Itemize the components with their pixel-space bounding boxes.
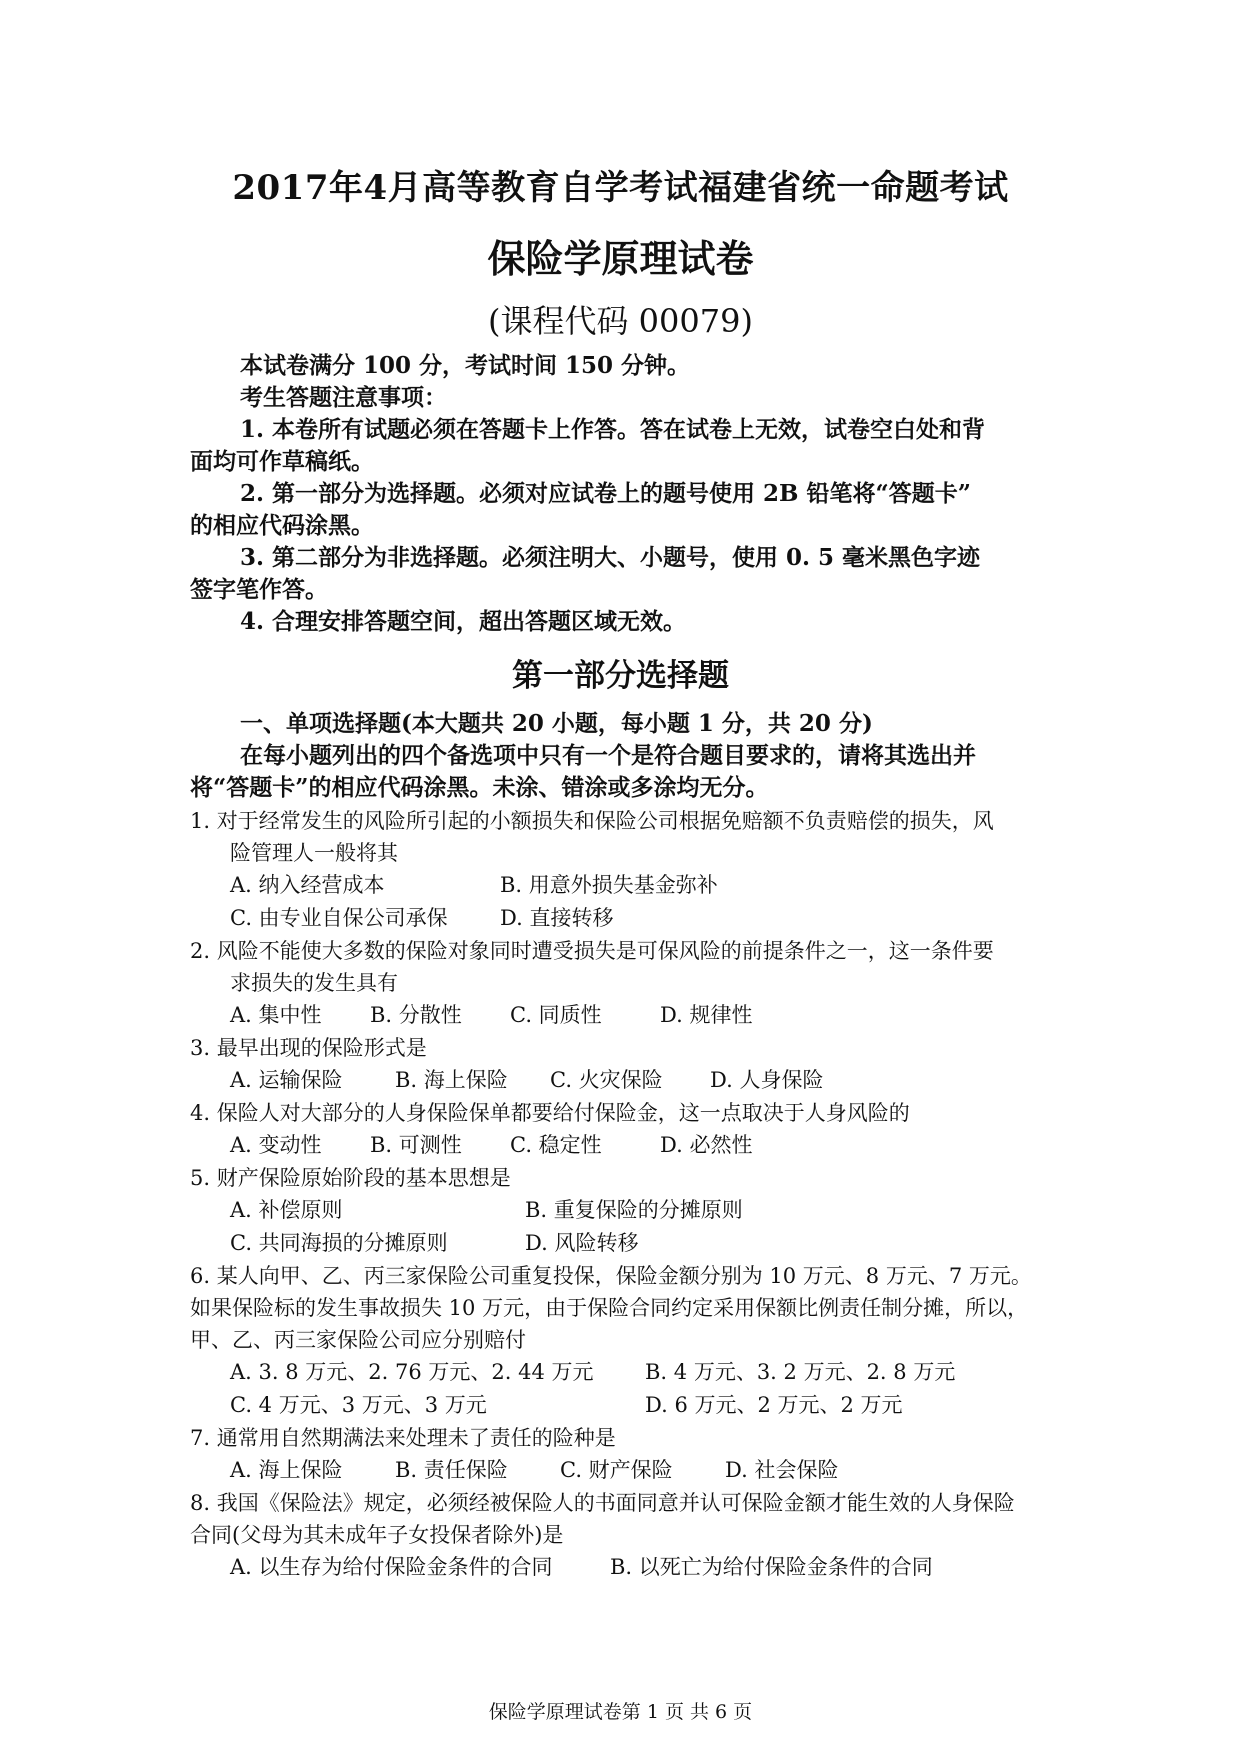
question <box>190 1032 1070 1097</box>
question <box>190 1422 1070 1487</box>
note-1-line-2: 面均可作草稿纸。 <box>190 448 374 475</box>
option-c: C. 稳定性 <box>510 1133 602 1157</box>
option-b: B. 重复保险的分摊原则 <box>525 1198 743 1222</box>
option-b: B. 分散性 <box>370 1003 462 1027</box>
question-text: 如果保险标的发生事故损失 10 万元，由于保险合同约定采用保额比例责任制分摊，所以， <box>190 1296 1029 1320</box>
option-c: C. 4 万元、3 万元、3 万元 <box>230 1393 487 1417</box>
question-text: 4. 保险人对大部分的人身保险保单都要给付保险金，这一点取决于人身风险的 <box>190 1101 910 1125</box>
option-a: A. 运输保险 <box>230 1068 343 1092</box>
course-code: (课程代码 00079) <box>488 302 753 340</box>
option-b: B. 责任保险 <box>395 1458 508 1482</box>
question-list <box>190 805 1070 1584</box>
note-3-line-1: 3. 第二部分为非选择题。必须注明大、小题号，使用 0. 5 毫米黑色字迹 <box>240 544 981 571</box>
note-2-line-1: 2. 第一部分为选择题。必须对应试卷上的题号使用 2B 铅笔将“答题卡” <box>240 480 971 507</box>
option-b: B. 海上保险 <box>395 1068 508 1092</box>
option-a: A. 海上保险 <box>230 1458 343 1482</box>
question-text: 8. 我国《保险法》规定，必须经被保险人的书面同意并认可保险金额才能生效的人身保险 <box>190 1491 1015 1515</box>
option-row <box>190 999 1070 1032</box>
option-b: B. 可测性 <box>370 1133 462 1157</box>
option-c: C. 财产保险 <box>560 1458 673 1482</box>
question-text: 求损失的发生具有 <box>230 971 398 995</box>
option-row <box>190 1064 1070 1097</box>
question-text: 甲、乙、丙三家保险公司应分别赔付 <box>190 1328 526 1352</box>
option-a: A. 变动性 <box>230 1133 322 1157</box>
question-text: 6. 某人向甲、乙、丙三家保险公司重复投保，保险金额分别为 10 万元、8 万元、7 万元。 <box>190 1264 1032 1288</box>
option-row <box>190 1389 1070 1422</box>
option-d: D. 直接转移 <box>500 906 614 930</box>
option-d: D. 规律性 <box>660 1003 753 1027</box>
question-text: 1. 对于经常发生的风险所引起的小额损失和保险公司根据免赔额不负责赔偿的损失，风 <box>190 809 994 833</box>
option-c: C. 火灾保险 <box>550 1068 663 1092</box>
option-a: A. 集中性 <box>230 1003 322 1027</box>
page-footer: 保险学原理试卷第 1 页 共 6 页 <box>488 1701 753 1723</box>
option-d: D. 6 万元、2 万元、2 万元 <box>645 1393 903 1417</box>
note-4: 4. 合理安排答题空间，超出答题区域无效。 <box>240 608 687 635</box>
option-row <box>190 1129 1070 1162</box>
option-d: D. 风险转移 <box>525 1231 639 1255</box>
question <box>190 935 1070 1032</box>
option-c: C. 由专业自保公司承保 <box>230 906 448 930</box>
subject-title: 保险学原理试卷 <box>487 236 754 281</box>
option-c: C. 共同海损的分摊原则 <box>230 1231 448 1255</box>
option-a: A. 纳入经营成本 <box>230 873 385 897</box>
section-heading: 一、单项选择题(本大题共 20 小题，每小题 1 分，共 20 分) <box>240 710 873 737</box>
notes-heading: 考生答题注意事项： <box>240 384 447 411</box>
question-text: 险管理人一般将其 <box>230 841 398 865</box>
exam-notes <box>190 350 1070 638</box>
option-b: B. 4 万元、3. 2 万元、2. 8 万元 <box>645 1360 956 1384</box>
note-1-line-1: 1. 本卷所有试题必须在答题卡上作答。答在试卷上无效，试卷空白处和背 <box>240 416 986 443</box>
option-row <box>190 902 1070 935</box>
option-a: A. 3. 8 万元、2. 76 万元、2. 44 万元 <box>230 1360 594 1384</box>
option-a: A. 以生存为给付保险金条件的合同 <box>230 1555 553 1579</box>
score-time-note: 本试卷满分 100 分，考试时间 150 分钟。 <box>240 352 691 379</box>
option-b: B. 以死亡为给付保险金条件的合同 <box>610 1555 933 1579</box>
option-a: A. 补偿原则 <box>230 1198 343 1222</box>
question <box>190 1487 1070 1584</box>
question-text: 5. 财产保险原始阶段的基本思想是 <box>190 1166 511 1190</box>
question-text: 合同(父母为其未成年子女投保者除外)是 <box>190 1523 564 1547</box>
part1-instructions <box>190 708 1070 804</box>
option-row <box>190 869 1070 902</box>
question-text: 3. 最早出现的保险形式是 <box>190 1036 427 1060</box>
option-row <box>190 1356 1070 1389</box>
instructions-line-1: 在每小题列出的四个备选项中只有一个是符合题目要求的，请将其选出并 <box>240 742 976 769</box>
question <box>190 805 1070 935</box>
part1-title: 第一部分选择题 <box>512 658 729 694</box>
question <box>190 1097 1070 1162</box>
option-d: D. 人身保险 <box>710 1068 824 1092</box>
option-row <box>190 1227 1070 1260</box>
exam-title: 2017年4月高等教育自学考试福建省统一命题考试 <box>232 168 1009 208</box>
option-b: B. 用意外损失基金弥补 <box>500 873 718 897</box>
instructions-line-2: 将“答题卡”的相应代码涂黑。未涂、错涂或多涂均无分。 <box>190 774 769 801</box>
option-row <box>190 1454 1070 1487</box>
note-2-line-2: 的相应代码涂黑。 <box>190 512 374 539</box>
option-c: C. 同质性 <box>510 1003 602 1027</box>
question-text: 7. 通常用自然期满法来处理未了责任的险种是 <box>190 1426 616 1450</box>
question <box>190 1162 1070 1260</box>
note-3-line-2: 签字笔作答。 <box>190 576 328 603</box>
option-d: D. 社会保险 <box>725 1458 839 1482</box>
question <box>190 1260 1070 1422</box>
question-text: 2. 风险不能使大多数的保险对象同时遭受损失是可保风险的前提条件之一，这一条件要 <box>190 939 994 963</box>
option-row <box>190 1194 1070 1227</box>
option-row <box>190 1551 1070 1584</box>
option-d: D. 必然性 <box>660 1133 753 1157</box>
